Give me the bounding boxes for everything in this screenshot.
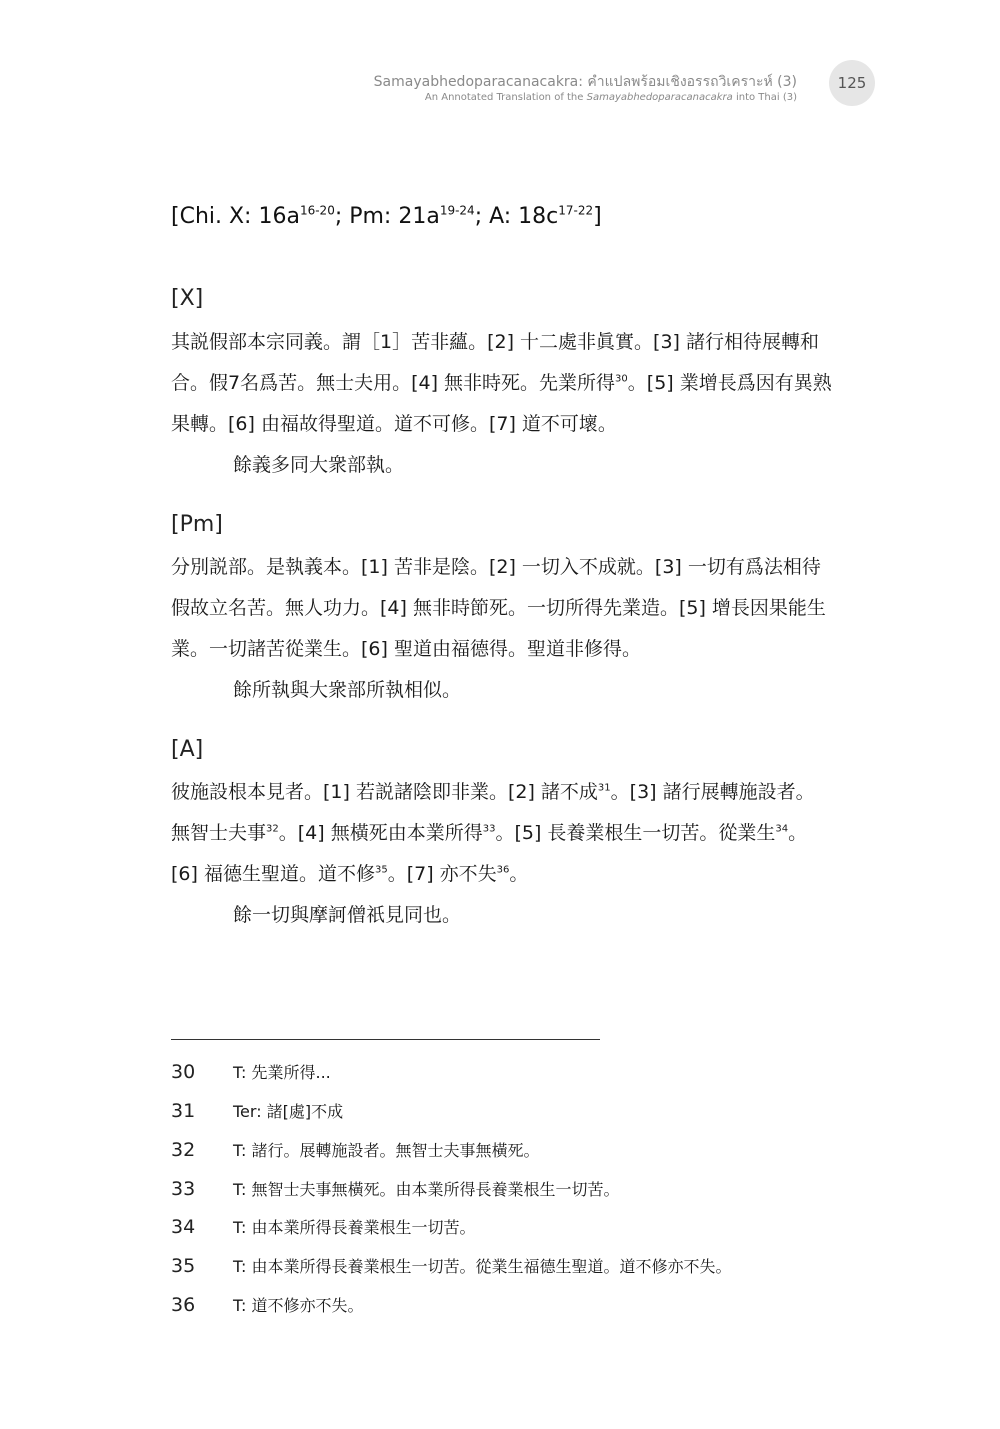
text-run: 。[4] 無橫死由本業所得 (278, 822, 483, 844)
footnote-item (171, 1177, 620, 1200)
text-run: 。[5] 長養業根生一切苦。從業生 (495, 822, 776, 844)
footnote-ref-34: 34 (775, 823, 789, 835)
ref-part: [Chi. X: 16a (171, 204, 300, 229)
text-run: 。[5] 業增長爲因有異熟 (627, 372, 832, 394)
text-line: 餘所執與大衆部所執相似。 (233, 679, 462, 701)
footnote-number: 35 (171, 1255, 196, 1277)
text-line (171, 854, 871, 895)
footnote-ref-31: 31 (597, 782, 611, 794)
text-line (171, 813, 871, 854)
text-line (171, 363, 871, 404)
footnote-item (171, 1060, 331, 1083)
page-number-badge: 125 (829, 60, 875, 106)
running-header-title: Samayabhedoparacanacakra: คำแปลพร้อมเชิงอรรถวิเคราะห์ (3) (373, 74, 797, 90)
source-reference-heading (171, 204, 602, 229)
text-line: 分別説部。是執義本。[1] 苦非是陰。[2] 一切入不成就。[3] 一切有爲法相待 (171, 556, 821, 578)
footnote-item (171, 1099, 343, 1122)
ref-sup: 19-24 (439, 203, 475, 218)
footnote-text: T: 由本業所得長養業根生一切苦。從業生福德生聖道。道不修亦不失。 (233, 1257, 732, 1276)
footnote-text: T: 由本業所得長養業根生一切苦。 (233, 1218, 476, 1237)
footnote-number: 31 (171, 1100, 196, 1122)
text-line: 假故立名苦。無人功力。[4] 無非時節死。一切所得先業造。[5] 增長因果能生 (171, 597, 826, 619)
footnote-number: 34 (171, 1216, 196, 1238)
ref-sup: 17-22 (558, 203, 594, 218)
footnote-ref-30: 30 (615, 373, 628, 385)
text-line: 其説假部本宗同義。謂［1］苦非蘊。[2] 十二處非眞實。[3] 諸行相待展轉和 (171, 331, 819, 353)
footnote-number: 32 (171, 1139, 196, 1161)
subtitle-suffix: into Thai (3) (732, 92, 797, 103)
footnote-text: T: 先業所得... (233, 1063, 331, 1082)
footnote-item (171, 1254, 732, 1277)
footnote-item (171, 1293, 364, 1316)
section-x-text (171, 322, 871, 486)
footnote-item (171, 1215, 476, 1238)
subtitle-prefix: An Annotated Translation of the (424, 92, 587, 103)
ref-part: ] (593, 204, 602, 229)
text-run: 。[7] 亦不失 (387, 863, 497, 885)
text-line (171, 772, 871, 813)
ref-sup: 16-20 (299, 203, 335, 218)
footnote-number: 33 (171, 1178, 196, 1200)
text-run: 。 (509, 863, 529, 885)
text-line: 果轉。[6] 由福故得聖道。道不可修。[7] 道不可壞。 (171, 413, 617, 435)
text-line: 業。一切諸苦從業生。[6] 聖道由福德得。聖道非修得。 (171, 638, 641, 660)
text-run: 無智士夫事 (171, 822, 267, 844)
footnote-ref-35: 35 (374, 864, 388, 876)
footnote-number: 36 (171, 1294, 196, 1316)
text-run: 。[3] 諸行展轉施設者。 (610, 781, 815, 803)
text-line: 餘一切與摩訶僧祇見同也。 (233, 904, 462, 926)
ref-part: ; Pm: 21a (334, 204, 440, 229)
footnote-text: T: 無智士夫事無橫死。由本業所得長養業根生一切苦。 (233, 1180, 620, 1199)
footnote-item (171, 1138, 540, 1161)
running-header-subtitle (425, 92, 797, 103)
text-run: 彼施設根本見者。[1] 若説諸陰即非業。[2] 諸不成 (171, 781, 598, 803)
text-run: 合。假7名爲苦。無士夫用。[4] 無非時死。先業所得 (171, 372, 616, 394)
footnote-ref-33: 33 (482, 823, 496, 835)
section-heading-a: [A] (171, 737, 204, 762)
footnote-ref-32: 32 (266, 823, 279, 835)
text-run: [6] 福德生聖道。道不修 (171, 863, 375, 885)
text-line: 餘義多同大衆部執。 (233, 454, 405, 476)
footnote-text: Ter: 諸[處]不成 (233, 1102, 344, 1121)
section-heading-pm: [Pm] (171, 512, 223, 537)
ref-part: ; A: 18c (474, 204, 559, 229)
footnote-number: 30 (171, 1061, 196, 1083)
section-a-text (171, 772, 871, 936)
subtitle-italic-title: Samayabhedoparacanacakra (586, 92, 733, 103)
footnote-divider (171, 1039, 600, 1040)
footnote-text: T: 道不修亦不失。 (233, 1296, 364, 1315)
footnote-text: T: 諸行。展轉施設者。無智士夫事無橫死。 (233, 1141, 540, 1160)
section-heading-x: [X] (171, 286, 204, 311)
section-pm-text (171, 547, 871, 711)
footnote-ref-36: 36 (496, 864, 510, 876)
text-run: 。 (788, 822, 808, 844)
